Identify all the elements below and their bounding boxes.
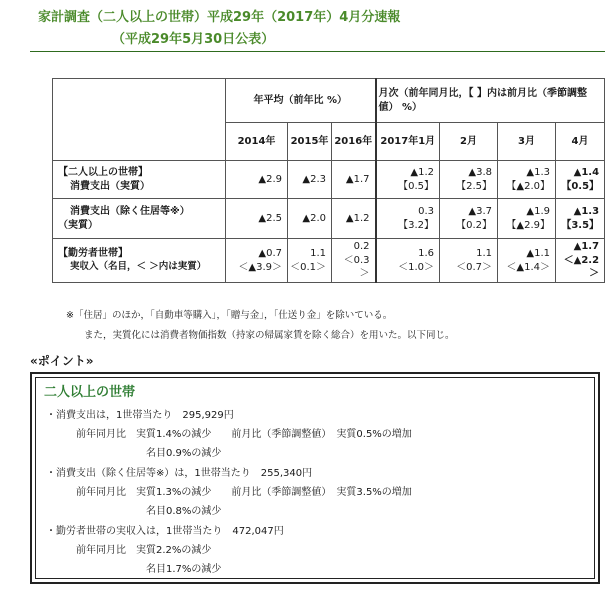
- cell-value: ▲2.5: [226, 199, 288, 239]
- point-line: 前年同月比 実質1.4%の減少 前月比（季節調整値） 実質0.5%の増加: [76, 429, 412, 440]
- cell-value: ▲2.9: [226, 161, 288, 199]
- cell-value: ▲1.3 【3.5】: [556, 199, 605, 239]
- cell-value: ▲2.0: [288, 199, 332, 239]
- footnote: ※「住居」のほか，「自動車等購入」，「贈与金」，「仕送り金」を除いている。: [66, 310, 393, 321]
- cell-value: ▲3.8 【2.5】: [440, 161, 498, 199]
- cell-value: ▲1.9 【▲2.9】: [498, 199, 556, 239]
- cell-value: ▲0.7 ＜▲3.9＞: [226, 239, 288, 283]
- month-header: 2017年1月: [376, 123, 440, 161]
- footnote: また，実質化には消費者物価指数（持家の帰属家賃を除く総合）を用いた。以下同じ。: [84, 330, 455, 341]
- points-box: [30, 372, 600, 584]
- cell-value: ▲1.1 ＜▲1.4＞: [498, 239, 556, 283]
- month-header: 3月: [498, 123, 556, 161]
- year-header: 2016年: [332, 123, 376, 161]
- point-line: ・消費支出（除く住居等※）は，1世帯当たり 255,340円: [46, 468, 313, 479]
- table-row: [53, 161, 605, 199]
- year-header: 2014年: [226, 123, 288, 161]
- cell-value: ▲2.3: [288, 161, 332, 199]
- point-line: 前年同月比 実質1.3%の減少 前月比（季節調整値） 実質3.5%の増加: [76, 487, 412, 498]
- cell-value: 1.1 ＜0.1＞: [288, 239, 332, 283]
- points-box-title: 二人以上の世帯: [44, 385, 136, 400]
- cell-value: ▲1.7: [332, 161, 376, 199]
- cell-value: 1.1 ＜0.7＞: [440, 239, 498, 283]
- table-row: [53, 199, 605, 239]
- row-label: 【二人以上の世帯】 消費支出（実質）: [53, 161, 226, 199]
- year-header: 2015年: [288, 123, 332, 161]
- table-row: [53, 239, 605, 283]
- point-line: 名目1.7%の減少: [146, 564, 222, 575]
- cell-value: 0.3 【3.2】: [376, 199, 440, 239]
- cell-value: ▲1.2 【0.5】: [376, 161, 440, 199]
- point-line: 前年同月比 実質2.2%の減少: [76, 545, 212, 556]
- month-header: 4月: [556, 123, 605, 161]
- point-line: ・勤労者世帯の実収入は，1世帯当たり 472,047円: [46, 526, 284, 537]
- cell-value: 0.2 ＜0.3＞: [332, 239, 376, 283]
- cell-value: 1.6 ＜1.0＞: [376, 239, 440, 283]
- page-title: 家計調査（二人以上の世帯）平成29年（2017年）4月分速報: [38, 10, 401, 25]
- table-corner: [53, 79, 226, 161]
- month-header: 2月: [440, 123, 498, 161]
- cell-value: ▲1.3 【▲2.0】: [498, 161, 556, 199]
- row-label: 消費支出（除く住居等※） （実質）: [53, 199, 226, 239]
- point-line: 名目0.8%の減少: [146, 506, 222, 517]
- cell-value: ▲1.2: [332, 199, 376, 239]
- cell-value: ▲3.7 【0.2】: [440, 199, 498, 239]
- header-monthly: 月次（前年同月比，【 】内は前月比（季節調整値） %）: [376, 79, 605, 123]
- points-heading: «ポイント»: [30, 354, 94, 368]
- cell-value: ▲1.7 ＜▲2.2＞: [556, 239, 605, 283]
- title-divider: [30, 51, 605, 52]
- stats-table: [52, 78, 605, 283]
- point-line: 名目0.9%の減少: [146, 448, 222, 459]
- row-label: 【勤労者世帯】 実収入（名目，＜ ＞内は実質）: [53, 239, 226, 283]
- point-line: ・消費支出は，1世帯当たり 295,929円: [46, 410, 234, 421]
- header-annual: 年平均（前年比 %）: [226, 79, 376, 123]
- page-subtitle: （平成29年5月30日公表）: [112, 32, 275, 47]
- cell-value: ▲1.4 【0.5】: [556, 161, 605, 199]
